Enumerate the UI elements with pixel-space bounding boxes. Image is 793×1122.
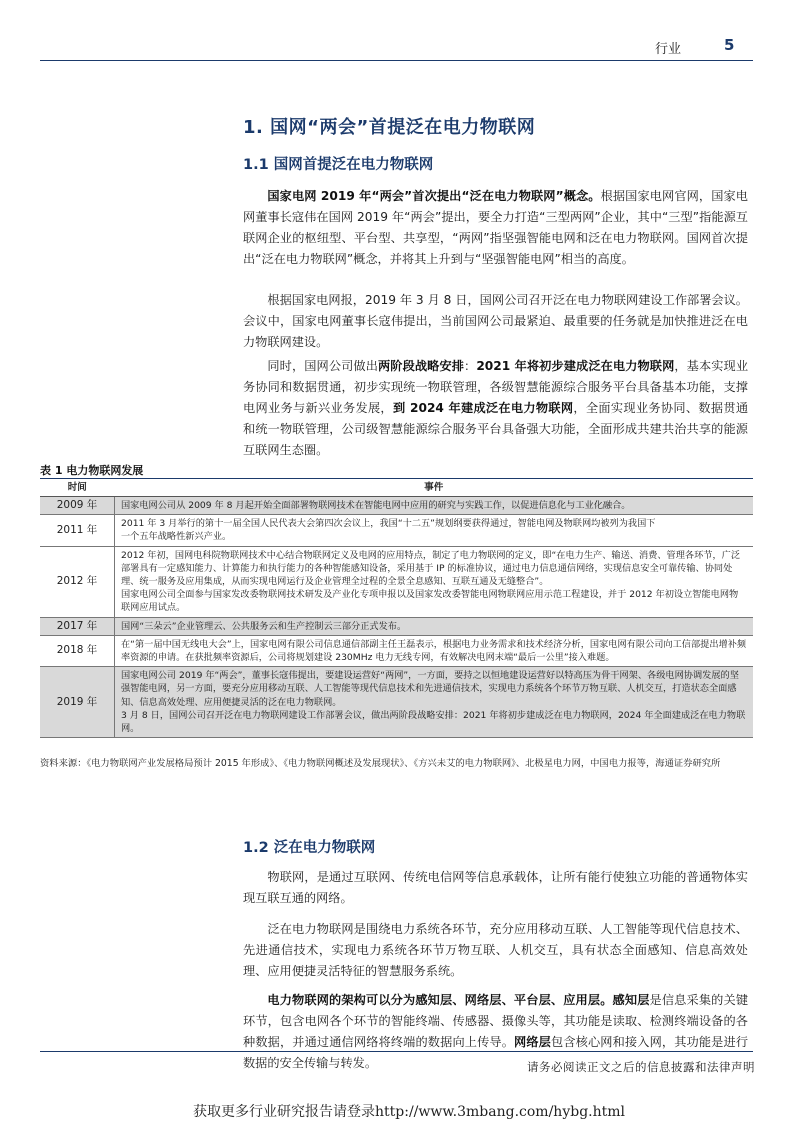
p3-text-d: ，基本实现业务协同和数据贯通，初步实现统一物联管理，各级智慧能源综合服务平台具备基本功能，支撑电网业务与新兴业务发展， [243, 359, 749, 415]
p3-bold-2024: 到 2024 年建成泛在电力物联网 [392, 401, 574, 415]
event-text: 国家电网公司从 2009 年 8 月起开始全面部署物联网技术在智能电网中应用的研究与实践工作，以促进信息化与工业化融合。 [121, 500, 631, 511]
table-header-row [40, 480, 753, 497]
paragraph-1 [243, 186, 748, 270]
section-1-2-heading: 1.2 泛在电力物联网 [243, 840, 376, 856]
event-text-continued: 3 月 8 日，国网公司召开泛在电力物联网建设工作部署会议，做出两阶段战略安排：2021 年将初步建成泛在电力物联网，2024 年全面建成泛在电力物联网。 [121, 709, 746, 735]
paragraph-4: 物联网，是通过互联网、传统电信网等信息承载体，让所有能行使独立功能的普通物体实现互联互通的网络。 [243, 870, 748, 905]
row-event [115, 667, 754, 738]
event-text: 在“第一届中国无线电大会”上，国家电网有限公司信息通信部副主任王磊表示，根据电力业务需求和技术经济分析，国家电网有限公司向工信部提出增补频率资源的申请。在获批频率资源后，公司将规划建设 230MHz 电力无线专网，有效解决电网末端“最后一公里”接入难题。 [121, 638, 747, 664]
event-text: 2012 年初，国网电科院物联网技术中心结合物联网定义及电网的应用特点，制定了电力物联网的定义，即“在电力生产、输送、消费、管理各环节，广泛部署具有一定感知能力、计算能力和执行能力的各种智能感知设备，采用基于 IP 的标准协议，通过电力信息通信网络，实现信息安全可靠传输、协同处理、统一服务及应用集成，从而实现电网运行及企业管理全过程的全景全息感知、互联互通及无缝整合”。 [121, 549, 741, 588]
footer-disclaimer: 请务必阅读正文之后的信息披露和法律声明 [527, 1060, 755, 1074]
row-year: 2019 年 [40, 667, 115, 738]
table-row [40, 617, 753, 635]
event-text-continued: 一个五年战略性新兴产业。 [121, 531, 232, 543]
table-row [40, 667, 753, 738]
page-number: 5 [724, 36, 735, 54]
row-event [115, 546, 754, 617]
row-year: 2011 年 [40, 515, 115, 546]
header-label: 行业 [655, 42, 682, 57]
row-event [115, 635, 754, 666]
event-text: 国网“三朵云”企业管理云、公共服务云和生产控制云三部分正式发布。 [121, 620, 407, 632]
row-event [115, 617, 754, 635]
p3-text-a: 同时，国网公司做出 [267, 359, 378, 373]
column-header-time: 时间 [40, 480, 115, 497]
row-event [115, 515, 754, 546]
table-caption: 表 1 电力物联网发展 [40, 464, 144, 477]
event-text: 2011 年 3 月举行的第十一届全国人民代表大会第四次会议上，我国“十二五”规划纲要获得通过，智能电网及物联网均被列为我国下 [121, 518, 656, 530]
row-year: 2012 年 [40, 546, 115, 617]
p6-text-2: 包含核心网和接入网，其功能是进行数据的安全传输与转发。 [243, 1035, 749, 1070]
footer-divider [40, 1051, 753, 1052]
p3-text-e: ，全面实现业务协同、数据贯通和统一物联管理，公司级智慧能源综合服务平台具备强大功能，全面形成共建共治共享的能源互联网生态圈。 [243, 401, 749, 457]
p6-bold-perception-layer: 感知层 [612, 993, 650, 1007]
event-text-continued: 国家电网公司全面参与国家发改委物联网技术研发及产业化专项申报以及国家发改委智能电网物联网应用示范工程建设，并于 2012 年初设立智能电网物联网应用试点。 [121, 589, 739, 614]
table-row [40, 546, 753, 617]
p6-bold-architecture: 电力物联网的架构可以分为感知层、网络层、平台层、应用层。 [267, 993, 613, 1007]
paragraph-3 [243, 356, 748, 461]
promo-link-text[interactable]: 获取更多行业研究报告请登录http://www.3mbang.com/hybg.html [193, 1104, 625, 1120]
paragraph-5: 泛在电力物联网是围绕电力系统各环节，充分应用移动互联、人工智能等现代信息技术、先进通信技术，实现电力系统各环节万物互联、人机交互，具有状态全面感知、信息高效处理、应用便捷灵活特征的智慧服务系统。 [243, 922, 748, 978]
paragraph-2: 根据国家电网报，2019 年 3 月 8 日，国网公司召开泛在电力物联网建设工作部署会议。会议中，国家电网董事长寇伟提出，当前国网公司最紧迫、最重要的任务就是加快推进泛在电力物联网建设。 [243, 293, 748, 349]
development-table [40, 480, 753, 738]
table-source-note: 资料来源：《电力物联网产业发展格局预计 2015 年形成》、《电力物联网概述及发展现状》、《方兴未艾的电力物联网》、北极星电力网，中国电力报等，海通证券研究所 [40, 758, 721, 769]
paragraph-1-lead: 国家电网 2019 年“两会”首次提出“泛在电力物联网”概念。 [267, 189, 601, 203]
p6-text-1: 是信息采集的关键环节，包含电网各个环节的智能终端、传感器、摄像头等，其功能是读取、检测终端设备的各种数据，并通过通信网络将终端的数据向上传导。 [243, 993, 749, 1049]
paragraph-1-body: 根据国家电网官网，国家电网董事长寇伟在国网 2019 年“两会”提出，要全力打造“三型两网”企业，其中“三型”指能源互联网企业的枢纽型、平台型、共享型，“两网”指坚强智能电网和泛在电力物联网。国网首次提出“泛在电力物联网”概念，并将其上升到与“坚强智能电网”相当的高度。 [243, 189, 748, 266]
table-row [40, 497, 753, 515]
section-1-1-heading: 1.1 国网首提泛在电力物联网 [243, 157, 434, 173]
row-event [115, 497, 754, 515]
table-top-rule [40, 478, 753, 479]
section-1-heading: 1. 国网“两会”首提泛在电力物联网 [243, 117, 536, 138]
column-header-event: 事件 [115, 480, 754, 497]
table-row [40, 515, 753, 546]
p6-bold-network-layer: 网络层 [514, 1035, 552, 1049]
row-year: 2009 年 [40, 497, 115, 515]
header-divider [40, 60, 753, 61]
table-row [40, 635, 753, 666]
p3-bold-2021: 2021 年将初步建成泛在电力物联网 [476, 359, 675, 373]
row-year: 2018 年 [40, 635, 115, 666]
p3-bold-strategy: 两阶段战略安排 [378, 359, 465, 373]
p3-colon: ： [464, 359, 477, 373]
row-year: 2017 年 [40, 617, 115, 635]
event-text: 国家电网公司 2019 年“两会”，董事长寇伟提出，要建设运营好“两网”，一方面，要持之以恒地建设运营好以特高压为骨干网架、各级电网协调发展的坚强智能电网，另一方面，要充分应用移动互联、人工智能等现代信息技术和先进通信技术，实现电力系统各个环节万物互联、人机交互，打造状态全面感知、信息高效处理、应用便捷灵活的泛在电力物联网。 [121, 670, 739, 708]
